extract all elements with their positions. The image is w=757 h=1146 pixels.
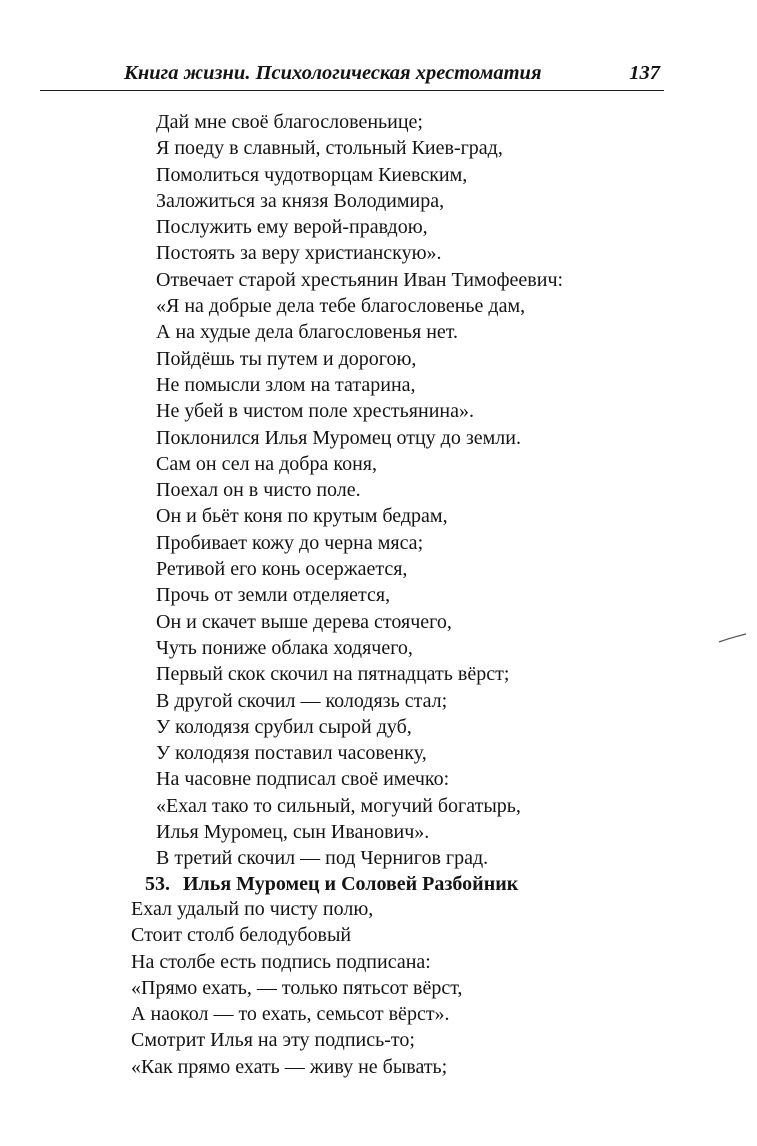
- verse-line: Стоит столб белодубовый: [131, 924, 352, 947]
- section-title: Илья Муромец и Соловей Разбойник: [183, 873, 519, 895]
- verse-line: Сам он сел на добра коня,: [156, 452, 377, 475]
- verse-line: Дай мне своё благословеньице;: [156, 111, 423, 133]
- verse-line: Я поеду в славный, стольный Киев-град,: [156, 137, 503, 160]
- verse-line: А наокол — то ехать, семьсот вёрст».: [131, 1003, 450, 1026]
- verse-line: Не убей в чистом поле хрестьянина».: [156, 400, 474, 423]
- verse-line: У колодязя поставил часовенку,: [156, 742, 427, 765]
- verse-line: Послужить ему верой-правдою,: [156, 216, 428, 239]
- verse-line: У колодязя срубил сырой дуб,: [156, 715, 412, 738]
- running-title: Книга жизни. Психологическая хрестоматия: [124, 62, 542, 84]
- verse-line: Илья Муромец, сын Иванович».: [156, 821, 430, 844]
- verse-line: «Как прямо ехать — живу не бывать;: [131, 1055, 448, 1078]
- margin-pencil-mark: [718, 632, 748, 644]
- verse-line: На столбе есть подпись подписана:: [131, 950, 431, 973]
- verse-line: Не помысли злом на татарина,: [156, 373, 416, 396]
- verse-line: В другой скочил — колодязь стал;: [156, 689, 448, 712]
- verse-line: «Я на добрые дела тебе благословенье дам,: [156, 295, 526, 318]
- verse-line: А на худые дела благословенья нет.: [156, 321, 459, 344]
- page-number: 137: [629, 62, 660, 84]
- verse-line: Первый скок скочил на пятнадцать вёрст;: [156, 663, 510, 686]
- verse-line: Заложиться за князя Володимира,: [156, 189, 445, 212]
- verse-line: Смотрит Илья на эту подпись-то;: [131, 1029, 415, 1052]
- verse-line: Постоять за веру христианскую».: [156, 242, 442, 265]
- verse-line: Чуть пониже облака ходячего,: [156, 636, 413, 659]
- verse-line: «Прямо ехать, — только пятьсот вёрст,: [131, 976, 463, 999]
- verse-line: Прочь от земли отделяется,: [156, 584, 391, 607]
- verse-line: Ехал удалый по чисту полю,: [131, 898, 374, 920]
- verse-line: Поклонился Илья Муромец отцу до земли.: [156, 426, 521, 449]
- verse-line: Пробивает кожу до черна мяса;: [156, 531, 424, 554]
- verse-line: На часовне подписал своё имечко:: [156, 768, 450, 791]
- verse-line: В третий скочил — под Чернигов град.: [156, 847, 489, 870]
- verse-line: Помолиться чудотворцам Киевским,: [156, 163, 468, 186]
- verse-line: Отвечает старой хрестьянин Иван Тимофеевич:: [156, 268, 564, 291]
- verse-line: Ретивой его конь осержается,: [156, 558, 408, 581]
- verse-line: «Ехал тако то сильный, могучий богатырь,: [156, 794, 521, 817]
- verse-line: Пойдёшь ты путем и дорогою,: [156, 347, 417, 370]
- verse-line: Он и бьёт коня по крутым бедрам,: [156, 505, 448, 528]
- verse-line: Он и скачет выше дерева стоячего,: [156, 610, 452, 633]
- running-header: [40, 60, 664, 91]
- section-number: 53.: [145, 873, 170, 895]
- section-verse: [131, 896, 462, 1080]
- verse-continued: [156, 109, 563, 872]
- section-heading: [145, 871, 518, 897]
- verse-line: Поехал он в чисто поле.: [156, 479, 361, 502]
